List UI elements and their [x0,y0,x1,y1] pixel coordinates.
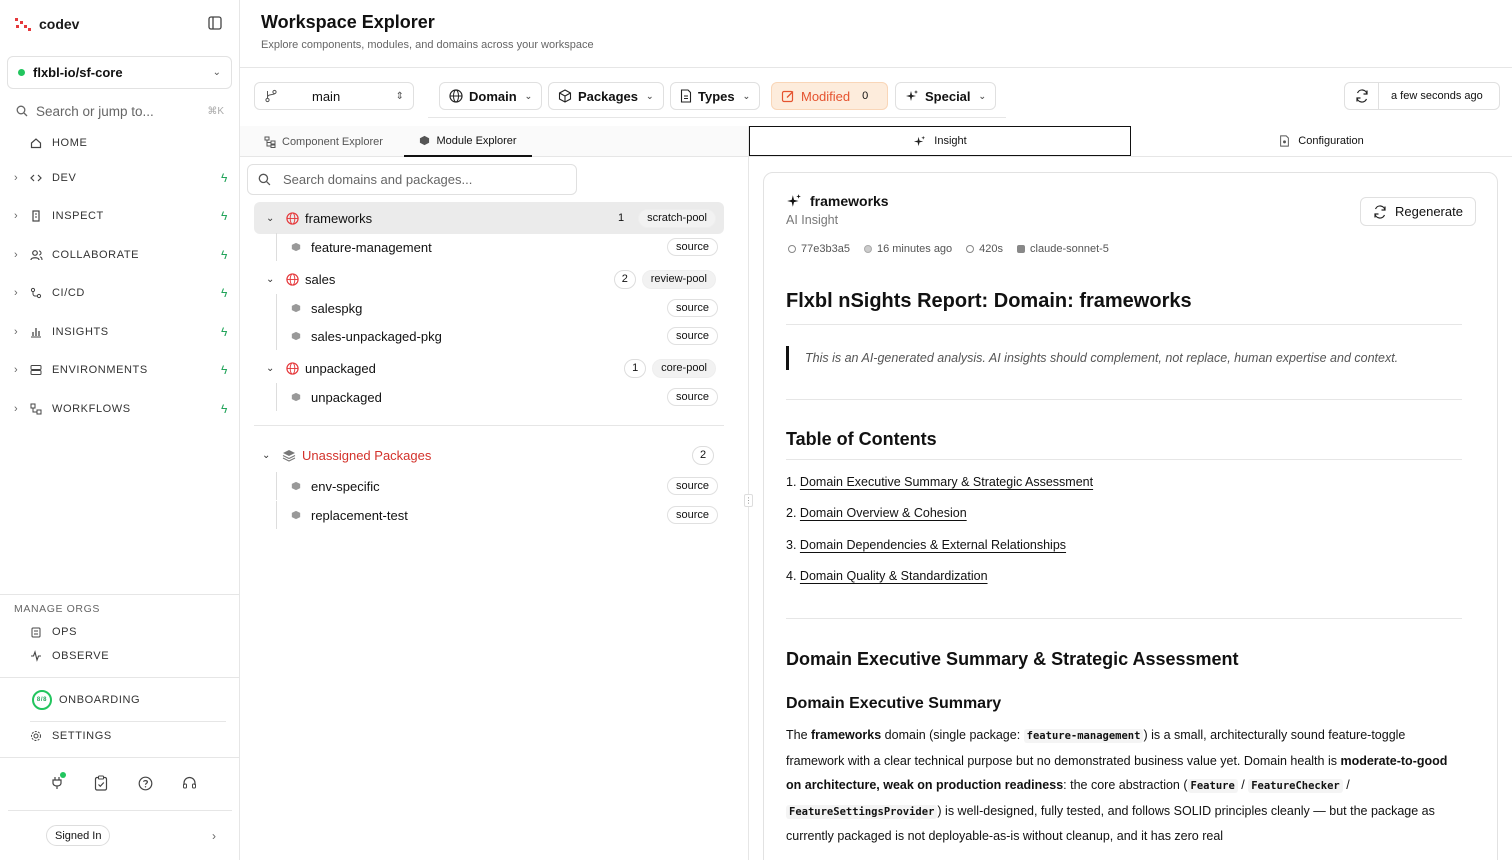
nav-collaborate[interactable] [14,245,228,265]
report-title: Flxbl nSights Report: Domain: frameworks [786,290,1192,312]
toc-link[interactable]: Domain Quality & Standardization [799,569,988,583]
domain-globe-icon [286,362,299,375]
nav-home-label: HOME [52,137,88,149]
git-branch-icon [264,89,278,103]
chevron-down-icon: ⌄ [266,362,275,374]
domain-row-unpackaged[interactable] [254,352,724,384]
meta-duration-value: 420s [979,243,1004,255]
toc-item [786,475,1093,489]
para-bold: frameworks [811,728,882,742]
para-text: ) is a small, architecturally sound feature-toggle framework with a clear technical purpose but no demonstrated business value yet. Domain health is [786,728,1406,768]
brand-name: codev [39,16,80,32]
chevron-right-icon: › [14,249,19,261]
inspect-icon [30,210,46,222]
nav-inspect-label: INSPECT [52,210,104,222]
nav-workflows-label: WORKFLOWS [52,403,131,415]
toc-item [786,506,967,520]
para-code: Feature [1188,779,1238,793]
connected-dot [60,772,66,778]
commit-icon [788,245,796,253]
panel-splitter [748,126,749,860]
toc-item-number: 3. [786,538,797,552]
regenerate-button[interactable] [1360,197,1476,226]
toc-item [786,569,988,583]
last-refreshed-text: a few seconds ago [1391,90,1483,102]
sidebar-divider [0,757,240,758]
tree-divider [254,425,724,426]
search-icon [16,105,28,117]
domain-globe-icon [286,273,299,286]
summary-paragraph [786,723,1466,849]
special-filter[interactable] [895,82,996,110]
subsection-heading: Domain Executive Summary [786,695,1002,712]
chevron-right-icon[interactable]: › [212,829,216,843]
sparkles-icon [905,89,919,103]
jump-search-shortcut: ⌘K [207,105,224,117]
nav-ops-label: OPS [52,626,78,638]
right-tab-divider [749,156,1512,157]
tab-insight[interactable] [749,126,1131,156]
signed-in-badge[interactable]: Signed In [46,825,110,846]
nav-workflows[interactable] [14,399,228,419]
sidebar-utility-icons [48,774,198,792]
modified-filter[interactable] [771,82,888,110]
package-icon [419,135,430,146]
chevron-down-icon: ⌄ [978,90,987,101]
explorer-tab-bar [240,126,749,157]
para-code: feature-management [1024,729,1144,743]
hierarchy-icon [264,136,276,148]
nav-onboarding-label: ONBOARDING [59,694,141,706]
home-icon [30,137,46,149]
toolbar-divider [428,117,1006,118]
meta-model-value: claude-sonnet-5 [1030,243,1109,255]
header-divider [240,67,1512,68]
nav-insights[interactable] [14,322,228,342]
onboarding-progress-badge: 8/8 [32,690,52,710]
para-text: / [1342,778,1350,792]
insight-card [763,172,1498,860]
sidebar-divider [30,721,226,722]
report-rule [786,399,1462,400]
para-bold: moderate-to-good on architecture, weak on production readiness [786,753,1448,792]
ai-disclaimer: This is an AI-generated analysis. AI insights should complement, not replace, human expertise and context. [786,346,1398,370]
pipeline-icon [30,287,46,299]
package-source-badge: source [667,299,718,317]
toc-link[interactable]: Domain Dependencies & External Relationships [799,538,1067,552]
para-text: / [1237,778,1249,792]
code-icon [30,172,46,184]
nav-cicd[interactable] [14,283,228,303]
tab-module-explorer[interactable] [404,126,532,157]
bolt-icon: ϟ [221,209,228,223]
chevron-down-icon: ⌄ [266,212,275,224]
package-icon [291,331,301,341]
package-row[interactable] [276,294,718,322]
domain-globe-icon [286,212,299,225]
file-settings-icon [1279,135,1290,147]
sidebar-divider [8,810,232,811]
bolt-icon: ϟ [221,402,228,416]
sidebar [0,0,240,860]
package-icon [558,89,572,103]
chevron-down-icon: ⌄ [266,273,275,285]
package-name: env-specific [311,478,380,494]
package-name: sales-unpackaged-pkg [311,328,442,344]
chevron-down-icon: ⌄ [646,90,654,101]
clipboard-icon [30,626,46,638]
nav-ops[interactable] [14,622,228,642]
bolt-icon: ϟ [221,171,228,185]
insight-subtitle: AI Insight [786,213,839,227]
insight-title [786,193,889,209]
domain-name: unpackaged [305,360,376,376]
package-row[interactable] [276,501,718,529]
package-icon [291,481,301,491]
special-filter-label: Special [925,88,971,104]
unassigned-count: 2 [692,446,714,465]
bolt-icon: ϟ [221,248,228,262]
tree-search-placeholder: Search domains and packages... [283,172,473,187]
package-icon [291,392,301,402]
nav-onboarding[interactable] [32,690,246,710]
package-name: feature-management [311,239,432,255]
splitter-grip-handle[interactable]: ⋮ [744,496,753,505]
nav-inspect[interactable] [14,206,228,226]
package-source-badge: source [667,506,718,524]
headset-icon[interactable] [180,774,198,792]
bolt-icon: ϟ [221,286,228,300]
tab-configuration-label: Configuration [1298,135,1364,147]
toc-item [786,538,1066,552]
package-source-badge: source [667,477,718,495]
packages-filter-label: Packages [578,88,638,104]
package-icon [291,242,301,252]
tab-component-explorer-label: Component Explorer [282,135,383,148]
package-name: unpackaged [311,389,382,405]
clipboard-check-icon[interactable] [92,774,110,792]
domain-pool-badge: scratch-pool [638,209,716,228]
nav-home[interactable] [14,133,228,153]
section-heading: Domain Executive Summary & Strategic Assessment [786,649,1239,669]
meta-time [864,243,952,255]
toc-heading: Table of Contents [786,429,937,449]
para-text: ) is well-designed, fully tested, and follows SOLID principles cleanly — but the package as currently packaged is not deployable-as-is without cleanup, and it has zero real [786,803,1435,843]
server-icon [30,364,46,376]
sparkles-icon [786,193,802,209]
meta-commit [788,243,850,255]
chevron-right-icon: › [14,364,19,376]
chevron-right-icon: › [14,326,19,338]
tab-module-explorer-label: Module Explorer [436,134,517,147]
domain-filter[interactable] [439,82,542,110]
modified-filter-label: Modified [801,88,851,104]
para-text: domain (single package: [881,728,1024,742]
help-icon[interactable] [136,774,154,792]
cpu-icon [1017,245,1025,253]
types-filter-label: Types [698,88,735,104]
packages-filter[interactable] [548,82,664,110]
unassigned-packages-row[interactable] [250,439,720,471]
bolt-icon: ϟ [221,363,228,377]
report-rule [786,618,1462,619]
insight-meta [788,243,1119,255]
chevron-up-down-icon: ⇕ [395,90,404,102]
tab-configuration[interactable] [1131,126,1512,156]
package-row[interactable] [276,383,718,411]
chevron-down-icon: ⌄ [212,67,221,78]
nav-insights-label: INSIGHTS [52,326,109,338]
org-name: flxbl-io/sf-core [33,65,123,80]
org-selector[interactable] [7,56,232,89]
domain-package-count: 1 [624,359,646,378]
nav-settings-label: SETTINGS [52,730,112,742]
activity-icon [30,650,46,662]
para-code: FeatureChecker [1248,779,1343,793]
toc-item-number: 2. [786,506,797,520]
brand-logo[interactable] [14,14,79,34]
page-subtitle: Explore components, modules, and domains across your workspace [261,39,594,51]
branch-selector[interactable] [254,82,414,110]
toc-item-number: 4. [786,569,797,583]
bar-chart-icon [30,326,46,338]
workflow-icon [30,403,46,415]
org-status-dot [18,69,25,76]
regenerate-label: Regenerate [1395,204,1463,219]
meta-commit-value: 77e3b3a5 [801,243,850,255]
users-icon [30,249,46,261]
manage-orgs-label: MANAGE ORGS [14,603,100,615]
para-code: FeatureSettingsProvider [786,805,937,819]
meta-model [1017,243,1109,255]
globe-icon [449,89,463,103]
nav-settings[interactable] [14,726,228,746]
package-name: salespkg [311,300,363,316]
report-rule [786,459,1462,460]
gear-icon [30,730,46,742]
chevron-right-icon: › [14,403,19,415]
report-rule [786,324,1462,325]
package-icon [291,303,301,313]
nav-environments-label: ENVIRONMENTS [52,364,148,376]
file-icon [680,89,692,103]
refresh-icon [1373,205,1387,219]
sparkles-icon [913,135,926,148]
chevron-down-icon: ⌄ [262,449,271,461]
domain-name: sales [305,271,336,287]
nav-cicd-label: CI/CD [52,287,85,299]
para-text: : the core abstraction ( [1063,778,1188,792]
package-source-badge: source [667,238,718,256]
page-title: Workspace Explorer [261,12,435,32]
meta-duration [966,243,1003,255]
refresh-icon [1345,83,1379,109]
package-source-badge: source [667,388,718,406]
domain-pool-badge: core-pool [652,359,716,378]
timer-icon [966,245,974,253]
domain-row-sales[interactable] [254,263,724,295]
chevron-right-icon: › [14,172,19,184]
domain-package-count: 1 [618,212,625,224]
refresh-button[interactable] [1344,82,1500,110]
jump-search[interactable] [16,101,224,121]
domain-filter-label: Domain [469,88,517,104]
nav-dev[interactable] [14,168,228,188]
package-stack-icon [282,449,296,462]
nav-observe-label: OBSERVE [52,650,110,662]
tab-insight-label: Insight [934,135,967,147]
domain-name: frameworks [305,210,373,226]
chevron-down-icon: ⌄ [524,90,533,101]
plug-icon[interactable] [48,774,66,792]
bolt-icon: ϟ [221,325,228,339]
chevron-right-icon: › [14,210,19,222]
package-row[interactable] [276,472,718,500]
search-icon [258,173,271,186]
jump-search-placeholder: Search or jump to... [36,103,154,119]
package-row[interactable] [276,233,718,261]
domain-pool-badge: review-pool [642,270,716,289]
nav-collaborate-label: COLLABORATE [52,249,140,261]
tab-component-explorer[interactable] [264,126,383,157]
meta-time-value: 16 minutes ago [876,243,953,255]
unassigned-label: Unassigned Packages [302,447,432,463]
codev-logo-icon [14,16,32,32]
branch-name: main [312,88,341,104]
package-source-badge: source [667,327,718,345]
edit-icon [781,89,795,103]
package-name: replacement-test [311,507,408,523]
toc-link[interactable]: Domain Executive Summary & Strategic Assessment [799,475,1094,489]
types-filter[interactable] [670,82,760,110]
nav-dev-label: DEV [52,172,77,184]
sidebar-divider [0,594,240,595]
collapse-sidebar-icon[interactable] [208,16,222,30]
modified-count: 0 [862,90,869,102]
domain-row-frameworks[interactable] [254,202,724,234]
clock-icon [864,245,872,253]
nav-environments[interactable] [14,360,228,380]
insight-domain-name: frameworks [810,193,889,209]
package-icon [291,510,301,520]
domain-package-count: 2 [614,270,636,289]
chevron-down-icon: ⌄ [742,90,751,101]
nav-observe[interactable] [14,646,228,666]
toc-link[interactable]: Domain Overview & Cohesion [799,506,967,520]
chevron-right-icon: › [14,287,19,299]
tree-search-input[interactable] [247,164,577,195]
package-row[interactable] [276,322,718,350]
sidebar-divider [0,677,240,678]
toc-item-number: 1. [786,475,797,489]
para-text: The [786,728,812,742]
